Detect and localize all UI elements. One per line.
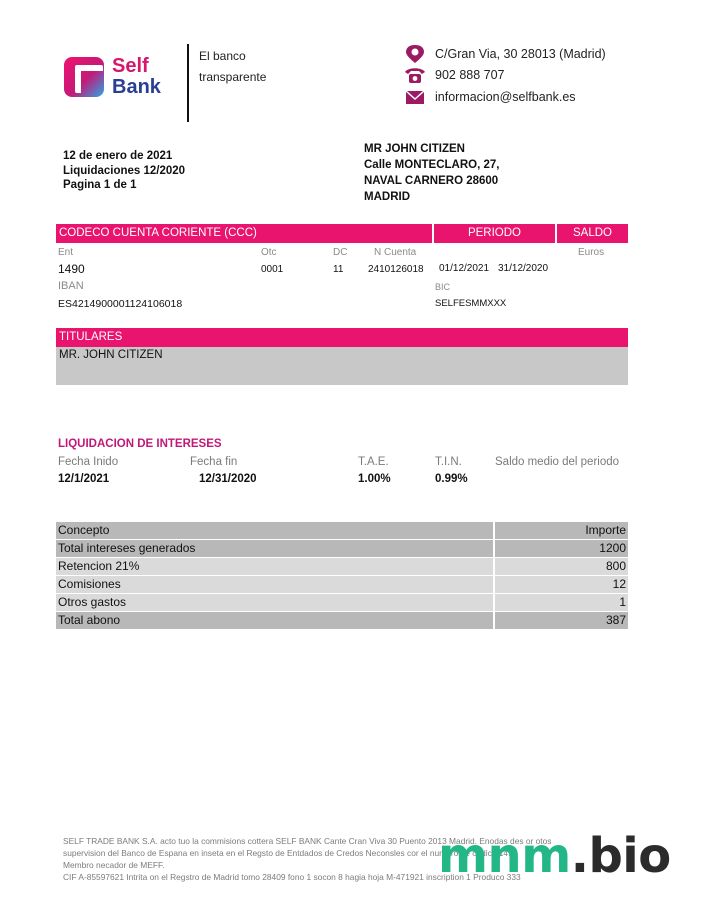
row-concept: Retencion 21% bbox=[56, 558, 493, 576]
table-row bbox=[56, 612, 628, 630]
periodo-header: PERIODO bbox=[434, 224, 555, 243]
watermark-part2: .bio bbox=[570, 828, 671, 884]
contact-address bbox=[404, 44, 606, 64]
holder-name: MR. JOHN CITIZEN bbox=[59, 349, 163, 361]
row-concept: Comisiones bbox=[56, 576, 493, 594]
contact-email bbox=[404, 87, 576, 107]
label-iban: IBAN bbox=[58, 280, 84, 292]
recipient-region: MADRID bbox=[364, 191, 410, 203]
value-iban: ES4214900001124106018 bbox=[58, 298, 183, 310]
value-otc: 0001 bbox=[261, 264, 284, 275]
label-avg-balance: Saldo medio del periodo bbox=[495, 456, 620, 468]
value-dc: 11 bbox=[333, 264, 344, 275]
envelope-icon bbox=[404, 87, 426, 107]
recipient-address bbox=[364, 141, 499, 205]
label-otc: Otc bbox=[261, 247, 277, 258]
interest-section-title: LIQUIDACION DE INTERESES bbox=[58, 438, 222, 450]
row-amount: 800 bbox=[495, 558, 628, 576]
tagline-line2: transparente bbox=[199, 70, 267, 84]
telephone-icon bbox=[404, 65, 426, 85]
label-start-date: Fecha Inido bbox=[58, 456, 119, 468]
value-ncuenta: 2410126018 bbox=[368, 264, 424, 275]
logo-word-self: Self bbox=[112, 55, 149, 77]
table-header-row bbox=[56, 522, 628, 540]
footer-line3: Membro necador de MEFF. bbox=[63, 860, 165, 870]
label-ent: Ent bbox=[58, 247, 74, 258]
brand-tagline bbox=[199, 46, 266, 88]
row-concept: Total abono bbox=[56, 612, 493, 630]
header-divider bbox=[187, 44, 189, 122]
document-info bbox=[63, 149, 185, 193]
row-amount: 1200 bbox=[495, 540, 628, 558]
watermark bbox=[438, 828, 671, 884]
table-row bbox=[56, 540, 628, 558]
row-concept: Total intereses generados bbox=[56, 540, 493, 558]
value-ent: 1490 bbox=[58, 262, 85, 276]
summary-table bbox=[56, 522, 628, 630]
self-bank-logo bbox=[56, 48, 176, 108]
value-start-date: 12/1/2021 bbox=[58, 473, 110, 485]
row-amount: 1 bbox=[495, 594, 628, 612]
label-dc: DC bbox=[333, 247, 348, 258]
recipient-city: NAVAL CARNERO 28600 bbox=[364, 175, 499, 187]
contact-email-text[interactable]: informacion@selfbank.es bbox=[435, 90, 576, 104]
value-tin: 0.99% bbox=[435, 473, 468, 485]
value-bic: SELFESMMXXX bbox=[435, 298, 507, 309]
watermark-part1: mnm bbox=[438, 828, 571, 884]
row-amount: 12 bbox=[495, 576, 628, 594]
tagline-line1: El banco bbox=[199, 49, 246, 63]
value-end-date: 12/31/2020 bbox=[199, 473, 257, 485]
contact-phone-text: 902 888 707 bbox=[435, 68, 505, 82]
label-tae: T.A.E. bbox=[358, 456, 389, 468]
self-bank-logo-mark-icon bbox=[64, 57, 104, 97]
recipient-street: Calle MONTECLARO, 27, bbox=[364, 159, 500, 171]
label-tin: T.I.N. bbox=[435, 456, 462, 468]
logo-word-bank: Bank bbox=[112, 76, 161, 98]
document-page: Pagina 1 de 1 bbox=[63, 179, 137, 191]
location-pin-icon bbox=[404, 44, 426, 64]
label-end-date: Fecha fin bbox=[190, 456, 238, 468]
row-amount: 387 bbox=[495, 612, 628, 630]
saldo-header: SALDO bbox=[557, 224, 628, 243]
label-bic: BIC bbox=[435, 282, 451, 292]
row-concept: Otros gastos bbox=[56, 594, 493, 612]
titulares-header: TITULARES bbox=[56, 328, 628, 347]
document-date: 12 de enero de 2021 bbox=[63, 150, 173, 162]
value-tae: 1.00% bbox=[358, 473, 391, 485]
footer-line4: CIF A-85597621 Intrita on el Regstro de Madrid tomo 28409 fono 1 socon 8 hagia hoja M-471921 inscription 1 Produco 333 bbox=[63, 872, 521, 882]
logo-wordmark bbox=[112, 56, 161, 98]
table-row bbox=[56, 558, 628, 576]
contact-address-text: C/Gran Via, 30 28013 (Madrid) bbox=[435, 47, 606, 61]
table-row bbox=[56, 576, 628, 594]
table-row bbox=[56, 594, 628, 612]
titulares-body bbox=[56, 347, 628, 385]
header-amount: Importe bbox=[495, 522, 628, 540]
footer-line2: supervision del Banco de Espana en inseta en el Regsto de Entdados de Credos Neconsles cor el numero de codico 1490 bbox=[63, 848, 518, 858]
label-euros: Euros bbox=[578, 247, 605, 258]
header-concept: Concepto bbox=[56, 522, 493, 540]
ccc-header: CODECO CUENTA CORIENTE (CCC) bbox=[56, 224, 432, 243]
label-ncuenta: N Cuenta bbox=[374, 247, 417, 258]
recipient-name: MR JOHN CITIZEN bbox=[364, 143, 465, 155]
footer-line1: SELF TRADE BANK S.A. acto tuo la commisions cottera SELF BANK Cante Cran Viva 30 Puento 2013 Madrid. Enodas des or otos bbox=[63, 836, 552, 846]
period-to: 31/12/2020 bbox=[498, 263, 549, 274]
period-from: 01/12/2021 bbox=[439, 263, 490, 274]
document-settlement: Liquidaciones 12/2020 bbox=[63, 164, 186, 177]
contact-phone bbox=[404, 65, 505, 85]
